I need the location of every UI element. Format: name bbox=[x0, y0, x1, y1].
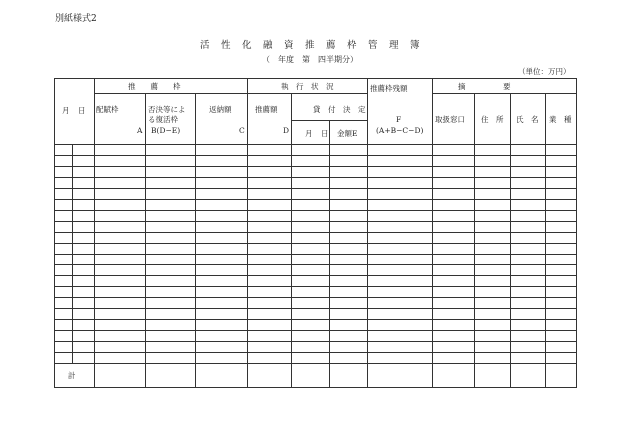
header-decision-amount: 金額E bbox=[337, 129, 358, 138]
total-label: 計 bbox=[68, 371, 76, 380]
header-name: 氏 名 bbox=[516, 115, 539, 124]
header-revival-code: B(D−E) bbox=[151, 126, 181, 135]
header-allocation: 配賦枠 bbox=[96, 105, 119, 114]
header-remaining-code: F bbox=[396, 115, 402, 124]
header-returned-code: C bbox=[239, 126, 245, 135]
header-recommended-code: D bbox=[283, 126, 290, 135]
header-revival-line2: る復活枠 bbox=[148, 115, 178, 124]
header-remaining-formula: (A+B−C−D) bbox=[376, 126, 424, 135]
header-month: 月 bbox=[62, 106, 70, 115]
header-remarks: 摘 要 bbox=[458, 82, 511, 91]
header-recommended-amount: 推薦額 bbox=[255, 105, 278, 114]
form-title: 活性化融資推薦枠管理簿 bbox=[200, 40, 432, 51]
header-address: 住 所 bbox=[481, 115, 504, 124]
unit-label: （単位：万円） bbox=[518, 67, 571, 76]
header-returned: 返納額 bbox=[209, 105, 232, 114]
header-loan-decision: 貸 付 決 定 bbox=[313, 105, 366, 114]
ledger-rows bbox=[54, 156, 577, 353]
header-allocation-code: A bbox=[137, 126, 143, 135]
ledger-table bbox=[54, 78, 577, 388]
form-number: 別紙様式2 bbox=[55, 14, 97, 24]
header-office: 取扱窓口 bbox=[435, 115, 465, 124]
header-decision-month: 月 bbox=[305, 129, 313, 138]
header-industry: 業 種 bbox=[549, 115, 572, 124]
header-revival-line1: 否決等によ bbox=[148, 105, 186, 114]
header-decision-day: 日 bbox=[321, 129, 329, 138]
form-period: （ 年度 第 四半期分） bbox=[262, 55, 358, 64]
header-execution-status: 執 行 状 況 bbox=[281, 82, 334, 91]
header-recommend-quota: 推 薦 枠 bbox=[128, 82, 181, 91]
header-day: 日 bbox=[78, 106, 86, 115]
header-remaining: 推薦枠残額 bbox=[370, 84, 408, 93]
